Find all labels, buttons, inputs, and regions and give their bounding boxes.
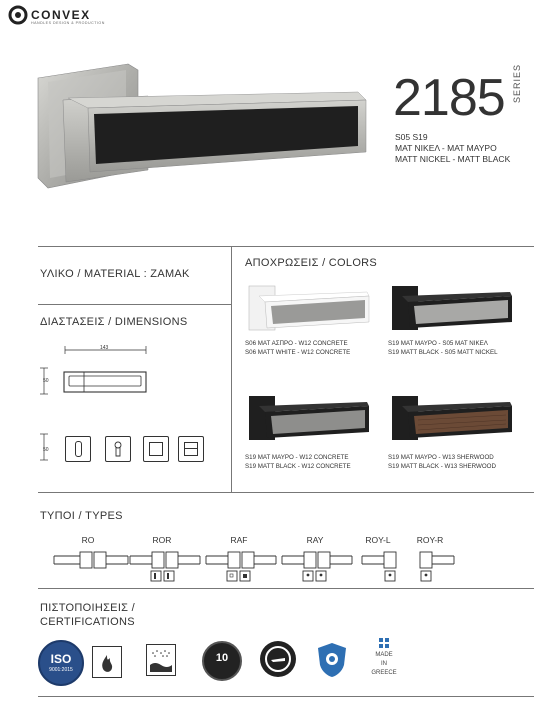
divider-bottom [38,696,534,697]
escutcheon-wc [65,436,91,462]
color-caption-1a: S06 ΜΑΤ ΑΣΠΡΟ - W12 CONCRETE [245,340,348,347]
brand-logo [8,5,138,27]
divider-vertical [231,246,232,492]
certifications-heading-1: ΠΙΣΤΟΠΟΙΗΣΕΙΣ / [40,602,135,614]
type-label-roy-l: ROY-L [365,535,391,545]
iso-text: ISO [50,652,72,666]
finish-greek: ΜΑΤ ΝΙΚΕΛ - ΜΑΤ ΜΑΥΡΟ [395,143,497,153]
in-word: IN [381,661,387,667]
divider-types [38,492,534,493]
dim-length: 143 [100,345,109,351]
antibacterial-shield-icon [314,641,350,679]
dimension-drawing [38,342,153,462]
colors-heading: ΑΠΟΧΡΩΣΕΙΣ / COLORS [245,257,378,269]
material-label: ΥΛΙΚΟ / MATERIAL : ZAMAK [40,268,190,280]
color-caption-2b: S19 MATT BLACK - S05 MATT NICKEL [388,349,498,356]
color-swatch-black-sherwood [388,390,518,445]
type-label-ray: RAY [306,535,324,545]
color-caption-4b: S19 MATT BLACK - W13 SHERWOOD [388,463,496,470]
handle-hero-image [28,60,378,195]
finish-codes: S05 S19 [395,132,428,142]
certifications-heading-2: CERTIFICATIONS [40,616,135,628]
type-label-raf: RAF [230,535,248,545]
finish-english: MATT NICKEL - MATT BLACK [395,154,511,164]
cycles-number: 10 [215,652,229,664]
color-caption-1b: S06 MATT WHITE - W12 CONCRETE [245,349,351,356]
color-caption-3b: S19 MATT BLACK - W12 CONCRETE [245,463,351,470]
salt-spray-icon [146,644,176,676]
made-in-greece-mark [362,638,406,683]
made-word: MADE [375,652,393,658]
color-caption-3a: S19 ΜΑΤ ΜΑΥΡΟ - W12 CONCRETE [245,454,349,461]
divider-top [38,246,534,247]
iso-sub: 9001:2015 [49,667,73,673]
fire-test-icon [92,646,122,678]
dim-height-1: 50 [43,378,49,384]
color-swatch-black-nickel [388,280,518,335]
types-heading: ΤΥΠΟΙ / TYPES [40,510,123,522]
color-caption-4a: S19 ΜΑΤ ΜΑΥΡΟ - W13 SHERWOOD [388,454,494,461]
color-swatch-white-concrete [245,280,375,335]
warranty-badge-icon [260,641,296,677]
greece-word: GREECE [371,670,397,676]
dim-height-2: 50 [43,447,49,453]
divider-material [38,304,231,305]
greek-flag-icon [379,638,389,648]
convex-logo-icon [8,5,28,25]
iso-badge [38,640,84,686]
cycles-badge [202,641,242,681]
series-number: 2185 [393,69,505,127]
series-label: SERIES [512,64,522,104]
escutcheon-blank [143,436,169,462]
divider-certs [38,588,534,589]
type-label-ro: RO [81,535,95,545]
type-label-ror: ROR [152,535,172,545]
brand-tagline: HANDLES DESIGN & PRODUCTION [31,21,105,25]
escutcheon-cylinder [178,436,204,462]
brand-name: CONVEX [31,8,91,22]
dimensions-heading: ΔΙΑΣΤΑΣΕΙΣ / DIMENSIONS [40,316,188,328]
color-swatch-black-concrete [245,390,375,445]
escutcheon-key [105,436,131,462]
color-caption-2a: S19 ΜΑΤ ΜΑΥΡΟ - S05 ΜΑΤ ΝΙΚΕΛ [388,340,488,347]
type-label-roy-r: ROY-R [416,535,444,545]
type-diagrams [50,548,470,584]
